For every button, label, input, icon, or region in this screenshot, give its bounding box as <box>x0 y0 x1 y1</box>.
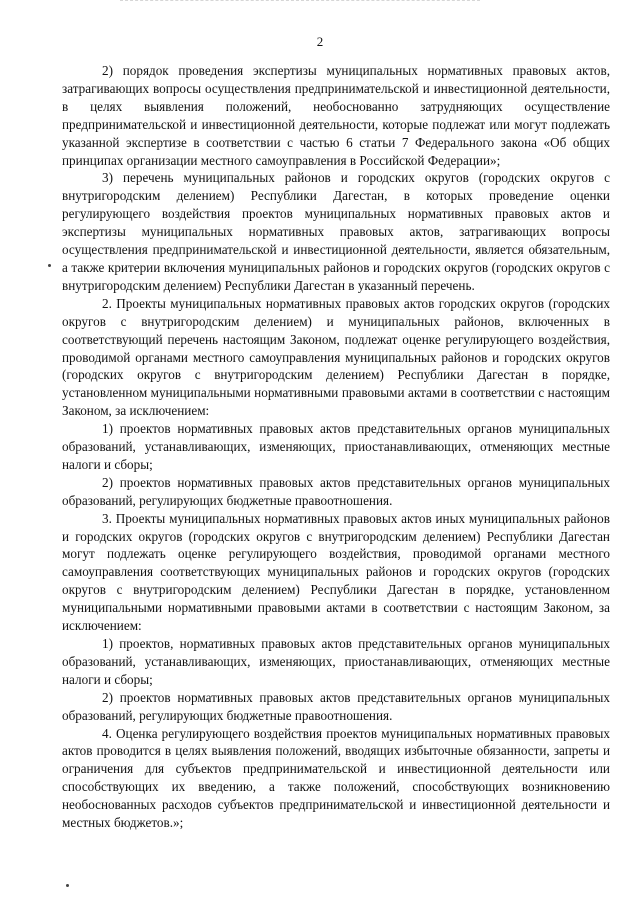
document-body <box>62 62 610 832</box>
paragraph: 3) перечень муниципальных районов и городских округов (городских округов с внутригородским делением) Республики Дагестан, в которых проведение оценки регулирующего воздействия проектов муниципальных нормативных правовых актов и экспертизы муниципальных нормативных правовых актов, затрагивающих вопросы осуществления предпринимательской и инвестиционной деятельности, является обязательным, а также критерии включения муниципальных районов и городских округов (городских округов с внутригородским делением) Республики Дагестан в указанный перечень. <box>62 170 610 293</box>
scan-speck <box>66 884 69 887</box>
paragraph: 1) проектов, нормативных правовых актов представительных органов муниципальных образований, устанавливающих, изменяющих, приостанавливающих, отменяющих местные налоги и сборы; <box>62 636 610 687</box>
paragraph: 2) проектов нормативных правовых актов представительных органов муниципальных образований, регулирующих бюджетные правоотношения. <box>62 474 610 508</box>
paragraph: 2. Проекты муниципальных нормативных правовых актов городских округов (городских округов с внутригородским делением) и муниципальных районов, включенных в соответствующий перечень настоящим Законом, подлежат оценке регулирующего воздействия, проводимой органами местного самоуправления муниципальных районов и городских округов (городских округов с внутригородским делением) Республики Дагестан в порядке, установленном муниципальными нормативными правовыми актами в соответствии с настоящим Законом, за исключением: <box>62 295 610 419</box>
scan-speck <box>48 264 51 267</box>
paragraph: 4. Оценка регулирующего воздействия проектов муниципальных нормативных правовых актов проводится в целях выявления положений, вводящих избыточные обязанности, запреты и ограничения для субъектов предпринимательской и инвестиционной деятельности или способствующих их введению, а также положений, способствующих возникновению необоснованных расходов субъектов предпринимательской и инвестиционной деятельности и местных бюджетов.»; <box>62 725 610 831</box>
scan-edge-marks <box>120 0 480 5</box>
paragraph: 3. Проекты муниципальных нормативных правовых актов иных муниципальных районов и городских округов (городских округов с внутригородским делением) Республики Дагестан могут подлежать оценке регулирующего воздействия, проводимой органами местного самоуправления соответствующих муниципальных районов и городских округов (городских округов с внутригородским делением) Республики Дагестан в порядке, установленном муниципальными нормативными правовыми актами в соответствии с настоящим Законом, за исключением: <box>62 510 610 634</box>
paragraph: 2) проектов нормативных правовых актов представительных органов муниципальных образований, регулирующих бюджетные правоотношения. <box>62 689 610 723</box>
paragraph: 2) порядок проведения экспертизы муниципальных нормативных правовых актов, затрагивающих вопросы осуществления предпринимательской и инвестиционной деятельности, в целях выявления положений, необоснованно затрудняющих осуществление предпринимательской и инвестиционной деятельности, которые подлежат или могут подлежать указанной экспертизе в соответствии с частью 6 статьи 7 Федерального закона «Об общих принципах организации местного самоуправления в Российской Федерации»; <box>62 63 610 168</box>
page-number: 2 <box>316 34 324 49</box>
paragraph: 1) проектов нормативных правовых актов представительных органов муниципальных образований, устанавливающих, изменяющих, приостанавливающих, отменяющих местные налоги и сборы; <box>62 421 610 472</box>
